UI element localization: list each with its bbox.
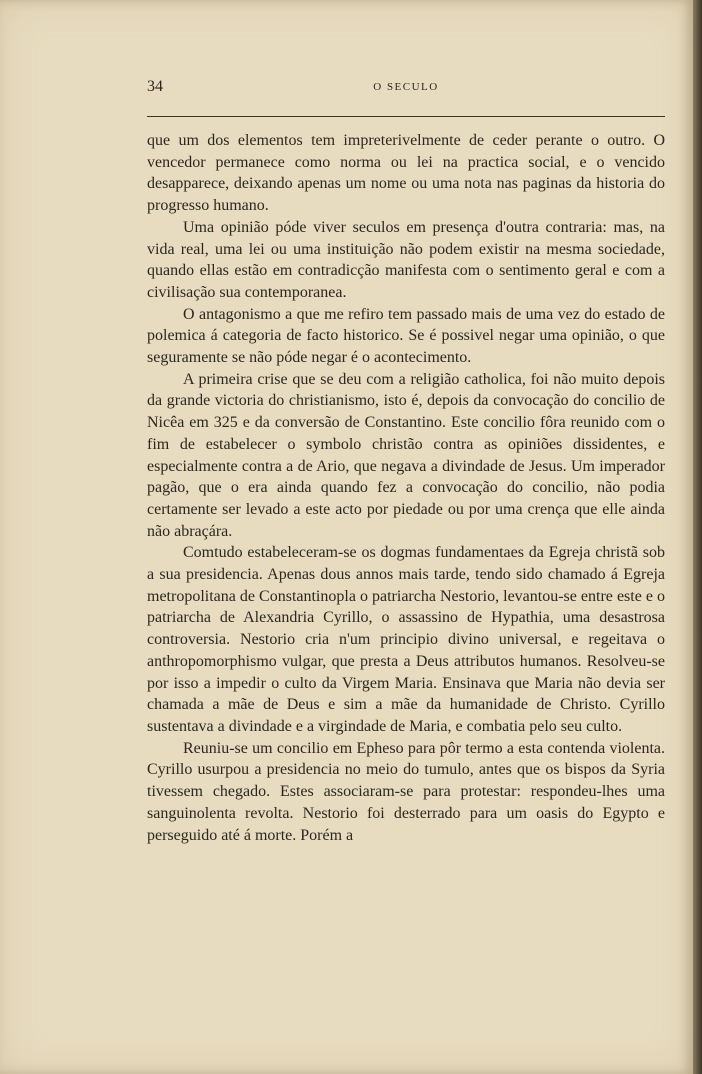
page-edge (693, 0, 702, 1074)
running-head: O SECULO (373, 81, 439, 93)
header-rule (147, 116, 665, 117)
body-text (147, 130, 665, 846)
paragraph: A primeira crise que se deu com a religião catholica, foi não muito depois da grande victoria do christianismo, isto é, depois da convocação do concilio de Nicêa em 325 e da conversão de Constantino. Este concilio fôra reunido com o fim de estabelecer o symbolo christão contra as opiniões dissidentes, e especialmente contra a de Ario, que negava a divindade de Jesus. Um imperador pagão, que o era ainda quando fez a convocação do concilio, não podia certamente ser levado a este acto por piedade ou por uma crença que elle ainda não abraçára. (147, 370, 665, 540)
paragraph: que um dos elementos tem impreterivelmente de ceder perante o outro. O vencedor permanece como norma ou lei na practica social, e o vencido desapparece, deixando apenas um nome ou uma nota nas paginas da historia do progresso humano. (147, 132, 665, 215)
paragraph: Reuniu-se um concilio em Epheso para pôr termo a esta contenda violenta. Cyrillo usurpou a presidencia no meio do tumulo, antes que os bispos da Syria tivessem chegado. Estes associaram-se para protestar: respondeu-lhes uma sanguinolenta revolta. Nestorio foi desterrado para um oasis do Egypto e perseguido até á morte. Porém a (147, 739, 665, 844)
page-number: 34 (147, 78, 163, 95)
paragraph: Uma opinião póde viver seculos em presença d'outra contraria: mas, na vida real, uma lei ou uma instituição não podem existir na mesma sociedade, quando ellas estão em contradicção manifesta com o sentimento geral e com a civilisação sua contemporanea. (147, 218, 665, 301)
paragraph: Comtudo estabeleceram-se os dogmas fundamentaes da Egreja christã sob a sua presidencia. Apenas dous annos mais tarde, tendo sido chamado á Egreja metropolitana de Constantinopla o patriarcha Nestorio, levantou-se entre este e o patriarcha de Alexandria Cyrillo, o assassino de Hypathia, uma desastrosa controversia. Nestorio cria n'um principio divino universal, e regeitava o anthropomorphismo vulgar, que presta a Deus attributos humanos. Resolveu-se por isso a impedir o culto da Virgem Maria. Ensinava que Maria não devia ser chamada a mãe de Deus e sim a mãe da humanidade de Christo. Cyrillo sustentava a divindade e a virgindade de Maria, e combatia pelo seu culto. (147, 544, 665, 735)
paragraph: O antagonismo a que me refiro tem passado mais de uma vez do estado de polemica á categoria de facto historico. Se é possivel negar uma opinião, o que seguramente se não póde negar é o acontecimento. (147, 305, 665, 367)
page-header (147, 78, 665, 100)
